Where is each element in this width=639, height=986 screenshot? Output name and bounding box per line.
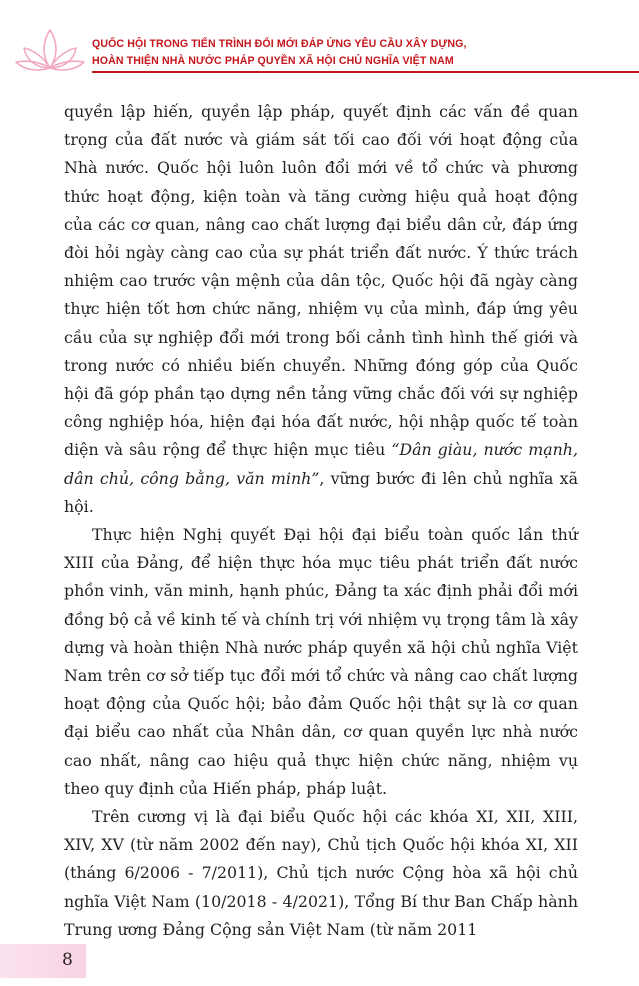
lotus-icon	[14, 22, 86, 78]
header-title-line-1: QUỐC HỘI TRONG TIẾN TRÌNH ĐỔI MỚI ĐÁP ỨNG YÊU CẦU XÂY DỰNG,	[92, 38, 467, 50]
header-rule	[92, 71, 639, 73]
body-text	[64, 98, 578, 944]
header-title-line-2: HOÀN THIỆN NHÀ NƯỚC PHÁP QUYỀN XÃ HỘI CHỦ NGHĨA VIỆT NAM	[92, 55, 454, 67]
paragraph-1	[64, 98, 578, 521]
page-number-box	[0, 944, 86, 978]
paragraph-1-tail: , vững bước đi lên chủ nghĩa xã hội.	[64, 468, 579, 516]
header-title	[92, 36, 612, 70]
paragraph-3: Trên cương vị là đại biểu Quốc hội các khóa XI, XII, XIII, XIV, XV (từ năm 2002 đến nay), Chủ tịch Quốc hội khóa XI, XII (tháng 6/2006 - 7/2011), Chủ tịch nước Cộng hòa xã hội chủ nghĩa Việt Nam (10/2018 - 4/2021), Tổng Bí thư Ban Chấp hành Trung ương Đảng Cộng sản Việt Nam (từ năm 2011	[64, 807, 578, 939]
quote-slogan: “Dân giàu, nước mạnh, dân chủ, công bằng, văn minh”	[64, 440, 578, 488]
running-header	[0, 0, 639, 84]
paragraph-2: Thực hiện Nghị quyết Đại hội đại biểu toàn quốc lần thứ XIII của Đảng, để hiện thực hóa mục tiêu phát triển đất nước phồn vinh, văn minh, hạnh phúc, Đảng ta xác định phải đổi mới đồng bộ cả về kinh tế và chính trị với nhiệm vụ trọng tâm là xây dựng và hoàn thiện Nhà nước pháp quyền xã hội chủ nghĩa Việt Nam trên cơ sở tiếp tục đổi mới tổ chức và nâng cao chất lượng hoạt động của Quốc hội; bảo đảm Quốc hội thật sự là cơ quan đại biểu cao nhất của Nhân dân, cơ quan quyền lực nhà nước cao nhất, nâng cao hiệu quả thực hiện chức năng, nhiệm vụ theo quy định của Hiến pháp, pháp luật.	[64, 525, 578, 798]
page-number: 8	[62, 950, 73, 970]
paragraph-1-text: quyền lập hiến, quyền lập pháp, quyết định các vấn đề quan trọng của đất nước và giám sát tối cao đối với hoạt động của Nhà nước. Quốc hội luôn luôn đổi mới về tổ chức và phương thức hoạt động, kiện toàn và tăng cường hiệu quả hoạt động của các cơ quan, nâng cao chất lượng đại biểu dân cử, đáp ứng đòi hỏi ngày càng cao của sự phát triển đất nước. Ý thức trách nhiệm cao trước vận mệnh của dân tộc, Quốc hội đã ngày càng thực hiện tốt hơn chức năng, nhiệm vụ của mình, đáp ứng yêu cầu của sự nghiệp đổi mới trong bối cảnh tình hình thế giới và trong nước có nhiều biến chuyển. Những đóng góp của Quốc hội đã góp phần tạo dựng nền tảng vững chắc đối với sự nghiệp công nghiệp hóa, hiện đại hóa đất nước, hội nhập quốc tế toàn diện và sâu rộng để thực hiện mục tiêu	[64, 102, 578, 460]
